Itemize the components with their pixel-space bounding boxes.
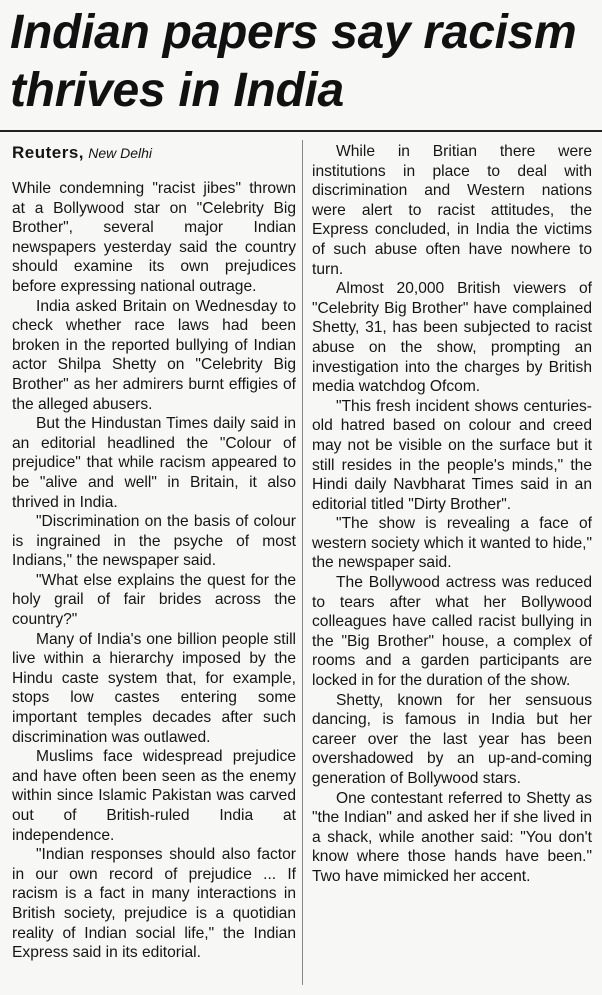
paragraph: The Bollywood actress was reduced to tears after what her Bollywood colleagues have called racist bullying in the "Big Brother" house, a complex of rooms and a garden participants are locked in for the duration of the show.	[312, 574, 592, 690]
paragraph: "What else explains the quest for the holy grail of fair brides across the country?"	[12, 571, 296, 629]
paragraph: "This fresh incident shows centuries-old hatred based on colour and creed may not be visible on the surface but it still resides in the people's minds," the Hindi daily Navbharat Times said in an editorial titled "Dirty Brother".	[312, 397, 592, 513]
paragraph: Shetty, known for her sensuous dancing, is famous in India but her career over the last year has been overshadowed by an up-and-coming generation of Bollywood stars.	[312, 691, 592, 787]
byline-agency: Reuters,	[12, 143, 85, 162]
paragraph: One contestant referred to Shetty as "the Indian" and asked her if she lived in a shack, while another said: "You don't know where those hands have been." Two have mimicked her accent.	[312, 789, 592, 885]
headline: Indian papers say racism thrives in India	[10, 6, 577, 117]
paragraph: "The show is revealing a face of western society which it wanted to hide," the newspaper said.	[312, 515, 592, 572]
paragraph: Muslims face widespread prejudice and have often been seen as the enemy within since Islamic Pakistan was carved out of British-ruled India at independence.	[12, 748, 296, 844]
paragraph: "Discrimination on the basis of colour is ingrained in the psyche of most Indians," the newspaper said.	[12, 513, 296, 570]
paragraph: India asked Britain on Wednesday to check whether race laws had been broken in the reported bullying of Indian actor Shilpa Shetty on "Celebrity Big Brother" as her admirers burnt effigies of the alleged abusers.	[12, 297, 296, 413]
paragraph: "Indian responses should also factor in our own record of prejudice ... If racism is a fact in many interactions in British society, prejudice is a quotidian reality of Indian social life," the Indian Express said in its editorial.	[12, 846, 296, 962]
byline	[12, 142, 296, 165]
paragraph: While in Britian there were institutions in place to deal with discrimination and Western nations were alert to racist attitudes, the Express concluded, in India the victims of such abuse often have nowhere to turn.	[312, 143, 592, 278]
paragraph: Many of India's one billion people still live within a hierarchy imposed by the Hindu caste system that, for example, stops low castes entering some important temples decades after such discrimination was outlawed.	[12, 630, 296, 746]
column-divider	[302, 140, 303, 985]
left-column	[12, 142, 296, 963]
byline-dateline: New Delhi	[88, 145, 153, 161]
headline-rule	[0, 130, 602, 132]
paragraph: But the Hindustan Times daily said in an editorial headlined the "Colour of prejudice" that while racism appeared to be "alive and well" in Britain, it also thrived in India.	[12, 415, 296, 511]
paragraph: Almost 20,000 British viewers of "Celebrity Big Brother" have complained Shetty, 31, has been subjected to racist abuse on the show, prompting an investigation into the charges by British media watchdog Ofcom.	[312, 280, 592, 396]
paragraph: While condemning "racist jibes" thrown at a Bollywood star on "Celebrity Big Brother", several major Indian newspapers yesterday said the country should examine its own prejudices before expressing national outrage.	[12, 180, 296, 295]
right-column	[312, 142, 592, 887]
